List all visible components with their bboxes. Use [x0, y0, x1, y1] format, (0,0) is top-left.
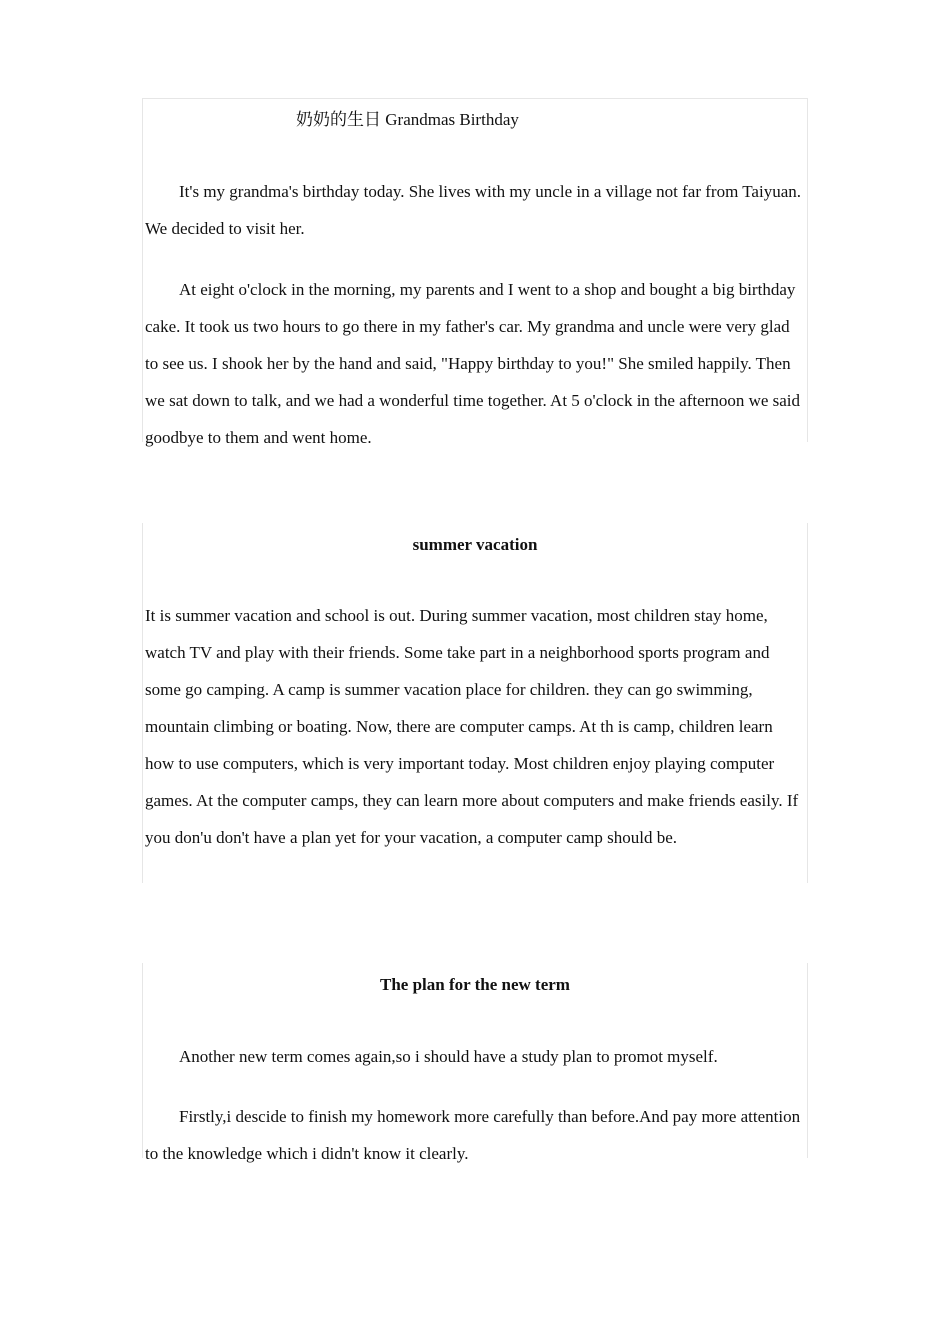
essay-new-term-plan — [142, 963, 808, 1163]
essay-summer-vacation — [142, 523, 808, 883]
essay-paragraph: At eight o'clock in the morning, my parents and I went to a shop and bought a big birthday cake. It took us two hours to go there in my father's car. My grandma and uncle were very glad to see us. I shook her by the hand and said, "Happy birthday to you!" She smiled happily. Then we sat down to talk, and we had a wonderful time together. At 5 o'clock in the afternoon we said goodbye to them and went home. — [145, 280, 801, 447]
essay-paragraph: It is summer vacation and school is out. During summer vacation, most children stay home, watch TV and play with their friends. Some take part in a neighborhood sports program and some go camping. A camp is summer vacation place for children. they can go swimming, mountain climbing or boating. Now, there are computer camps. At th is camp, children learn how to use computers, which is very important today. Most children enjoy playing computer games. At the computer camps, they can learn more about computers and make friends easily. If you don'u don't have a plan yet for your vacation, a computer camp should be. — [145, 606, 799, 847]
essay-grandmas-birthday — [142, 98, 808, 447]
essay-title: The plan for the new term — [380, 975, 570, 994]
essay-title: summer vacation — [412, 535, 538, 554]
essay-title: 奶奶的生日 Grandmas Birthday — [296, 110, 519, 129]
essay-paragraph: It's my grandma's birthday today. She lives with my uncle in a village not far from Taiyuan. We decided to visit her. — [145, 182, 801, 238]
essay-paragraph: Firstly,i descide to finish my homework more carefully than before.And pay more attention to the knowledge which i didn't know it clearly. — [145, 1107, 801, 1163]
essay-paragraph: Another new term comes again,so i should have a study plan to promot myself. — [179, 1047, 718, 1066]
